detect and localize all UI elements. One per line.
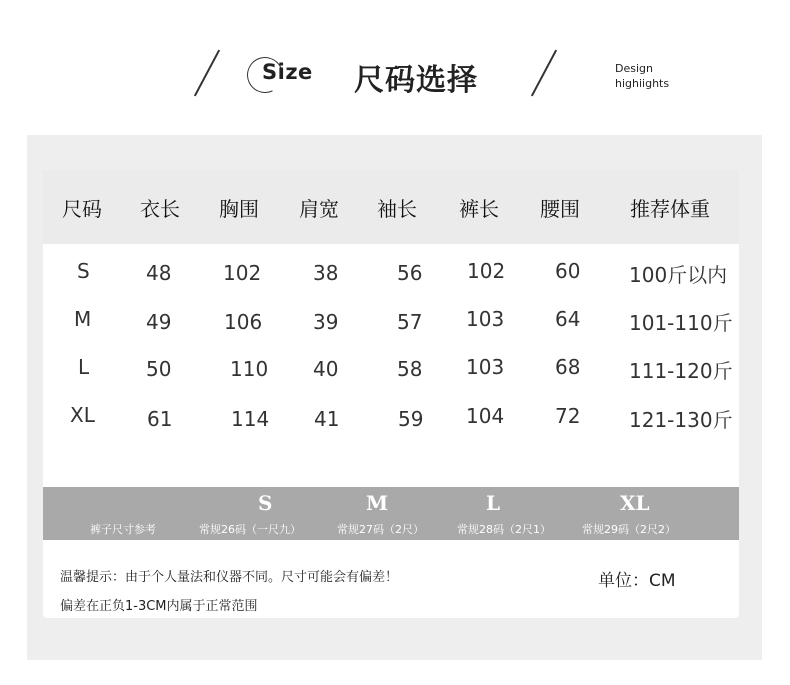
pants-size-xl: XL bbox=[620, 491, 650, 515]
pants-desc-s: 常规26码（一尺九） bbox=[199, 523, 301, 536]
tolerance-note: 偏差在正负1-3CM内属于正常范围 bbox=[60, 599, 258, 614]
table-cell: 39 bbox=[313, 310, 339, 334]
size-word: Size bbox=[262, 60, 313, 84]
table-cell: S bbox=[77, 259, 90, 283]
table-cell: 38 bbox=[313, 261, 339, 285]
pants-desc-m: 常规27码（2尺） bbox=[337, 523, 424, 536]
table-cell: L bbox=[78, 355, 90, 379]
table-cell: 61 bbox=[147, 407, 173, 431]
divider-slash-left bbox=[194, 50, 220, 97]
pants-size-s: S bbox=[258, 491, 273, 515]
table-cell: 100斤以内 bbox=[629, 263, 728, 287]
table-cell: 59 bbox=[398, 407, 424, 431]
table-cell: 103 bbox=[466, 355, 505, 379]
col-header-waist: 腰围 bbox=[540, 197, 580, 221]
table-cell: 104 bbox=[466, 404, 505, 428]
divider-slash-right bbox=[531, 50, 557, 97]
pants-ref-label: 裤子尺寸参考 bbox=[90, 523, 156, 536]
col-header-length: 衣长 bbox=[140, 197, 180, 221]
table-cell: 56 bbox=[397, 261, 423, 285]
table-cell: 106 bbox=[224, 310, 263, 334]
col-header-size: 尺码 bbox=[62, 197, 102, 221]
design-line-1: Design bbox=[615, 62, 653, 75]
design-highlights bbox=[615, 61, 669, 91]
table-cell: 72 bbox=[555, 404, 581, 428]
table-cell: 58 bbox=[397, 357, 423, 381]
col-header-chest: 胸围 bbox=[219, 197, 259, 221]
table-cell: 50 bbox=[146, 357, 172, 381]
col-header-pants: 裤长 bbox=[459, 197, 499, 221]
pants-size-m: M bbox=[366, 491, 389, 515]
table-cell: XL bbox=[70, 403, 95, 427]
table-cell: 49 bbox=[146, 310, 172, 334]
table-cell: 110 bbox=[230, 357, 269, 381]
table-cell: 121-130斤 bbox=[629, 408, 733, 432]
table-cell: 40 bbox=[313, 357, 339, 381]
table-cell: 114 bbox=[231, 407, 270, 431]
pants-desc-l: 常规28码（2尺1） bbox=[457, 523, 551, 536]
col-header-weight: 推荐体重 bbox=[630, 197, 710, 221]
pants-size-l: L bbox=[486, 491, 501, 515]
table-cell: M bbox=[74, 307, 92, 331]
table-cell: 111-120斤 bbox=[629, 359, 733, 383]
table-cell: 68 bbox=[555, 355, 581, 379]
table-cell: 102 bbox=[467, 259, 506, 283]
table-cell: 48 bbox=[146, 261, 172, 285]
design-line-2: highiights bbox=[615, 77, 670, 90]
table-cell: 64 bbox=[555, 307, 581, 331]
unit-label: 单位：CM bbox=[598, 571, 676, 591]
pants-desc-xl: 常规29码（2尺2） bbox=[582, 523, 676, 536]
table-cell: 101-110斤 bbox=[629, 311, 733, 335]
table-cell: 41 bbox=[314, 407, 340, 431]
tip-note: 温馨提示：由于个人量法和仪器不同。尺寸可能会有偏差！ bbox=[60, 570, 399, 585]
col-header-sleeve: 袖长 bbox=[377, 197, 417, 221]
table-cell: 60 bbox=[555, 259, 581, 283]
col-header-shoulder: 肩宽 bbox=[299, 197, 339, 221]
table-cell: 103 bbox=[466, 307, 505, 331]
page-title: 尺码选择 bbox=[354, 63, 478, 98]
header bbox=[0, 0, 790, 135]
table-cell: 102 bbox=[223, 261, 262, 285]
table-cell: 57 bbox=[397, 310, 423, 334]
